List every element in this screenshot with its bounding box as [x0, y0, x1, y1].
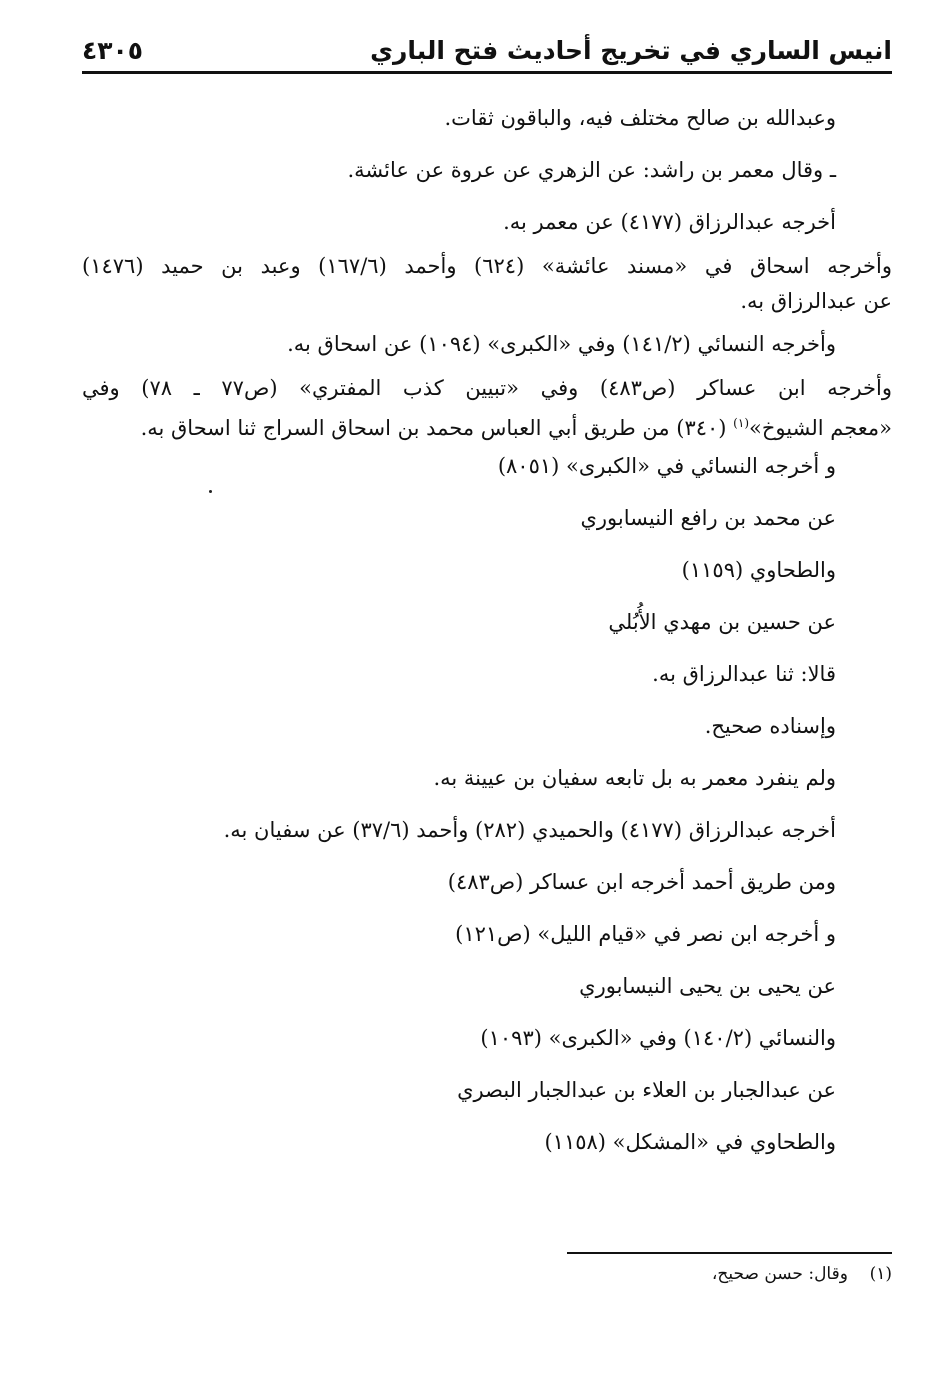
text-line: ولم ينفرد معمر به بل تابعه سفيان بن عيينة به. — [433, 766, 836, 790]
citation-continuation: (٣٤٠) من طريق أبي العباس محمد بن اسحاق السراج ثنا اسحاق به. — [140, 416, 734, 440]
text-line: ومن طريق أحمد أخرجه ابن عساكر (ص٤٨٣) — [447, 870, 836, 894]
text-line: وإسناده صحيح. — [704, 714, 836, 738]
text-line: ـ وقال معمر بن راشد: عن الزهري عن عروة عن عائشة. — [347, 158, 836, 182]
text-line: والنسائي (١٤٠/٢) وفي «الكبرى» (١٠٩٣) — [480, 1026, 836, 1050]
text-line: والطحاوي في «المشكل» (١١٥٨) — [544, 1130, 836, 1154]
text-line: وأخرجه اسحاق في «مسند عائشة» (٦٢٤) وأحمد (١٦٧/٦) وعبد بن حميد (١٤٧٦) — [82, 254, 892, 278]
footnote-rule — [567, 1252, 892, 1254]
text-line: أخرجه عبدالرزاق (٤١٧٧) والحميدي (٢٨٢) وأحمد (٣٧/٦) عن سفيان به. — [223, 818, 836, 842]
text-line: و أخرجه النسائي في «الكبرى» (٨٠٥١) — [497, 454, 836, 478]
text-line: وأخرجه النسائي (١٤١/٢) وفي «الكبرى» (١٠٩٤) عن اسحاق به. — [287, 332, 836, 356]
text-line: أخرجه عبدالرزاق (٤١٧٧) عن معمر به. — [503, 210, 836, 234]
text-line: عن عبدالجبار بن العلاء بن عبدالجبار البصري — [457, 1078, 836, 1102]
book-title: انيس الساري في تخريج أحاديث فتح الباري — [370, 36, 892, 65]
footnote-text: وقال: حسن صحيح، — [711, 1264, 848, 1284]
text-line: والطحاوي (١١٥٩) — [681, 558, 836, 582]
text-line: وأخرجه ابن عساكر (ص٤٨٣) وفي «تبيين كذب المفتري» (ص٧٧ ـ ٧٨) وفي — [82, 376, 892, 400]
footnote — [712, 1264, 892, 1284]
book-citation: «معجم الشيوخ» — [749, 416, 892, 440]
page-header — [82, 30, 892, 74]
text-line: قالا: ثنا عبدالرزاق به. — [652, 662, 836, 686]
text-line: و أخرجه ابن نصر في «قيام الليل» (ص١٢١) — [455, 922, 836, 946]
text-line: عن عبدالرزاق به. — [740, 289, 892, 313]
stray-dot — [209, 490, 212, 493]
text-line: وعبدالله بن صالح مختلف فيه، والباقون ثقات. — [444, 106, 836, 130]
header-rule — [82, 71, 892, 74]
text-line: عن محمد بن رافع النيسابوري — [580, 506, 836, 530]
footnote-number: (١) — [869, 1264, 892, 1284]
text-line: عن حسين بن مهدي الأُبُلي — [608, 610, 836, 634]
main-text — [82, 92, 892, 1168]
footnote-ref: (١) — [733, 416, 749, 430]
page-number: ٤٣٠٥ — [82, 36, 144, 65]
text-line: عن يحيى بن يحيى النيسابوري — [579, 974, 836, 998]
text-line — [82, 406, 892, 440]
